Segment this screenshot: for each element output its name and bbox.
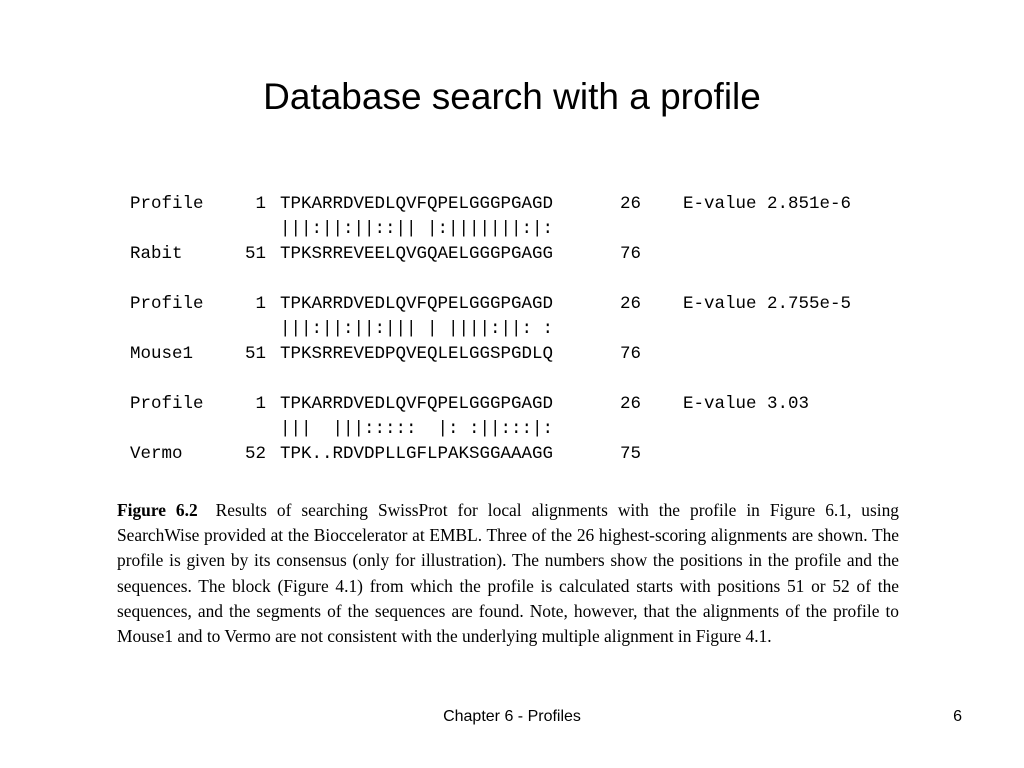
start-position: 51 [244,244,266,264]
sequence: TPK..RDVDPLLGFLPAKSGGAAAGG [280,444,554,464]
alignment-figure [130,192,910,492]
match-row [130,317,910,342]
match-line: |||:||:||:||| | ||||:||: : [280,319,554,339]
match-row [130,217,910,242]
profile-row [130,292,910,317]
end-position: 26 [620,194,642,214]
target-row [130,342,910,367]
e-value: E-value 2.755e-5 [683,294,852,314]
sequence-name: Mouse1 [130,344,194,364]
target-row [130,242,910,267]
start-position: 1 [255,394,266,414]
figure-caption [117,498,899,649]
e-value: E-value 3.03 [683,394,810,414]
end-position: 26 [620,294,642,314]
sequence: TPKARRDVEDLQVFQPELGGGPGAGD [280,294,554,314]
slide-title: Database search with a profile [263,76,761,117]
figure-label: Figure 6.2 [117,500,198,520]
page-number: 6 [953,708,962,725]
sequence: TPKARRDVEDLQVFQPELGGGPGAGD [280,394,554,414]
start-position: 1 [255,294,266,314]
profile-row [130,192,910,217]
sequence: TPKARRDVEDLQVFQPELGGGPGAGD [280,194,554,214]
end-position: 75 [620,444,642,464]
match-row [130,417,910,442]
start-position: 1 [255,194,266,214]
end-position: 26 [620,394,642,414]
match-line: |||:||:||::|| |:|||||||:|: [280,219,554,239]
start-position: 51 [244,344,266,364]
caption-text: Results of searching SwissProt for local alignments with the profile in Figure 6.1, using SearchWise provided at the Bioccelerator at EMBL. Three of the 26 highest-scoring alignments are shown. The profile is given by its consensus (only for illustration). The numbers show the positions in the profile and the sequences. The block (Figure 4.1) from which the profile is calculated starts with positions 51 or 52 of the sequences, and the segments of the sequences are found. Note, however, that the alignments of the profile to Mouse1 and to Vermo are not consistent with the underlying multiple alignment in Figure 4.1. [117,500,899,647]
sequence: TPKSRREVEDPQVEQLELGGSPGDLQ [280,344,554,364]
target-row [130,442,910,467]
e-value: E-value 2.851e-6 [683,194,852,214]
sequence-name: Profile [130,194,204,214]
footer-chapter: Chapter 6 - Profiles [443,708,581,725]
sequence-name: Rabit [130,244,183,264]
profile-row [130,392,910,417]
match-line: ||| |||::::: |: :||:::|: [280,419,554,439]
sequence-name: Vermo [130,444,183,464]
sequence-name: Profile [130,294,204,314]
alignment-block-vermo [130,392,910,467]
sequence-name: Profile [130,394,204,414]
sequence: TPKSRREVEELQVGQAELGGGPGAGG [280,244,554,264]
end-position: 76 [620,344,642,364]
alignment-block-mouse1 [130,292,910,367]
end-position: 76 [620,244,642,264]
start-position: 52 [244,444,266,464]
alignment-block-rabit [130,192,910,267]
